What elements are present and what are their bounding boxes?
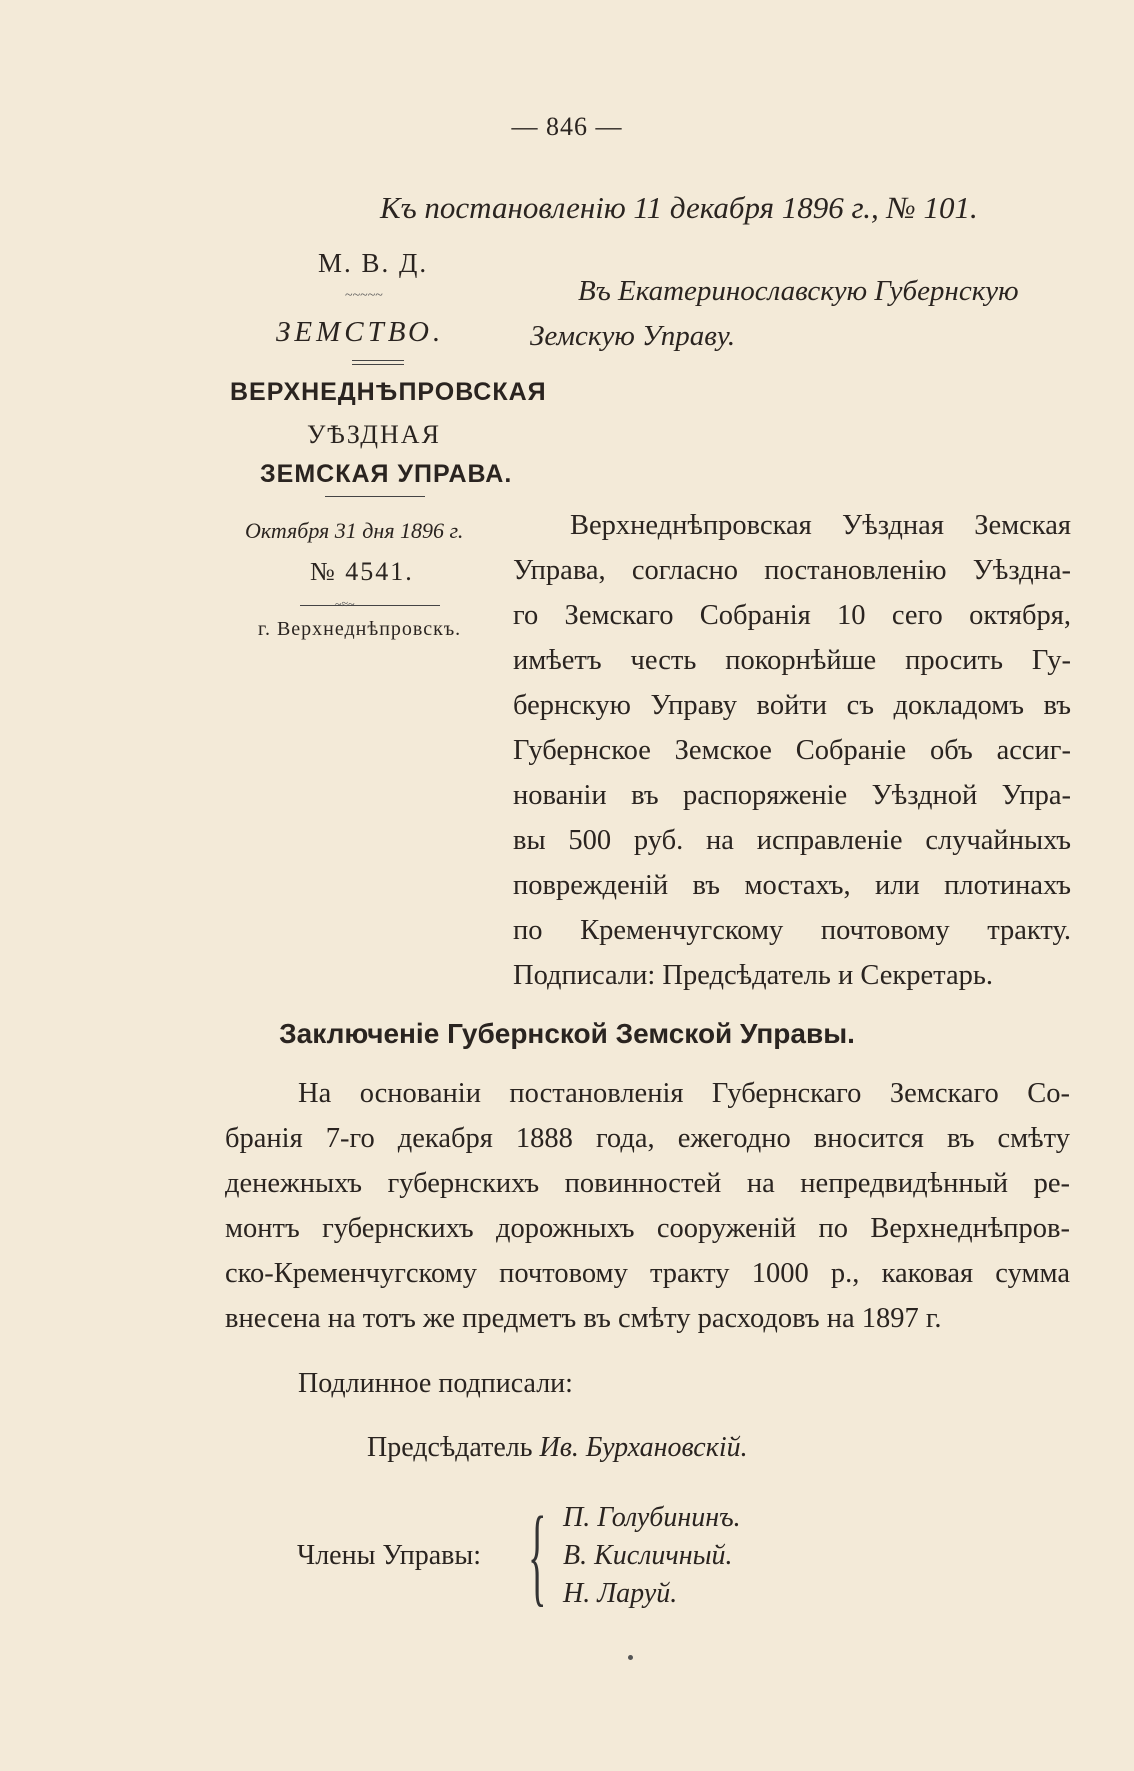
zemstvo-label: ЗЕМСТВО. (276, 316, 445, 348)
city-name: г. Верхнеднѣпровскъ. (258, 618, 462, 640)
members-label: Члены Управы: (297, 1540, 481, 1571)
double-rule-2 (352, 364, 404, 365)
ministry-label: М. В. Д. (318, 248, 429, 278)
double-rule (352, 360, 404, 361)
address-line2: Земскую Управу. (530, 320, 736, 352)
body-line: Губернское Земское Собраніе объ ассиг- (513, 735, 1071, 766)
body-line: нованіи въ распоряженіе Уѣздной Упра- (513, 780, 1071, 811)
conclusion-line: денежныхъ губернскихъ повинностей на непредвидѣнный ре- (225, 1168, 1070, 1199)
body-line: го Земскаго Собранія 10 сего октября, (513, 600, 1071, 631)
member-name: В. Кисличный. (563, 1540, 733, 1571)
conclusion-line: монтъ губернскихъ дорожныхъ сооруженій по Верхнеднѣпров- (225, 1213, 1070, 1244)
chairman-line (367, 1432, 748, 1464)
conclusion-line: ско-Кременчугскому почтовому тракту 1000 р., каковая сумма (225, 1258, 1070, 1289)
chairman-name: Ив. Бурхановскій. (539, 1432, 748, 1463)
decree-reference: Къ постановленію 11 декабря 1896 г., № 101. (380, 190, 978, 225)
signed-header: Подлинное подписали: (298, 1368, 573, 1399)
member-name: П. Голубининъ. (563, 1502, 741, 1533)
page-number: — 846 — (511, 112, 623, 141)
ornament-small: ~≈~ (335, 597, 355, 611)
number-rule (300, 605, 440, 606)
print-dot (628, 1655, 633, 1660)
org-name-line3: ЗЕМСКАЯ УПРАВА. (260, 460, 513, 488)
org-underline (325, 496, 425, 497)
chairman-label: Предсѣдатель (367, 1432, 533, 1463)
body-line: поврежденій въ мостахъ, или плотинахъ (513, 870, 1071, 901)
body-line: вы 500 руб. на исправленіе случайныхъ (513, 825, 1071, 856)
address-line1: Въ Екатеринославскую Губернскую (578, 275, 1019, 307)
section-heading: Заключеніе Губернской Земской Управы. (279, 1018, 855, 1049)
org-name-line2: УѢЗДНАЯ (307, 420, 441, 449)
body-line: бернскую Управу войти съ докладомъ въ (513, 690, 1071, 721)
org-name-line1: ВЕРХНЕДНѢПРОВСКАЯ (230, 378, 547, 406)
body-line: Верхнеднѣпровская Уѣздная Земская (570, 510, 1071, 541)
letter-number: № 4541. (310, 557, 414, 586)
body-line: Подписали: Предсѣдатель и Секретарь. (513, 960, 993, 991)
body-line: Управа, согласно постановленію Уѣздна- (513, 555, 1071, 586)
ornament-divider: ~~~~~ (345, 288, 383, 303)
body-line: имѣетъ честь покорнѣйше просить Гу- (513, 645, 1071, 676)
body-line: по Кременчугскому почтовому тракту. (513, 915, 1071, 946)
member-name: Н. Ларуй. (563, 1578, 678, 1609)
brace-icon: { (528, 1494, 547, 1616)
conclusion-line: бранія 7-го декабря 1888 года, ежегодно вносится въ смѣту (225, 1123, 1070, 1154)
conclusion-line: На основаніи постановленія Губернскаго Земскаго Со- (298, 1078, 1070, 1109)
letter-date: Октября 31 дня 1896 г. (245, 518, 464, 543)
conclusion-line: внесена на тотъ же предметъ въ смѣту расходовъ на 1897 г. (225, 1303, 942, 1334)
